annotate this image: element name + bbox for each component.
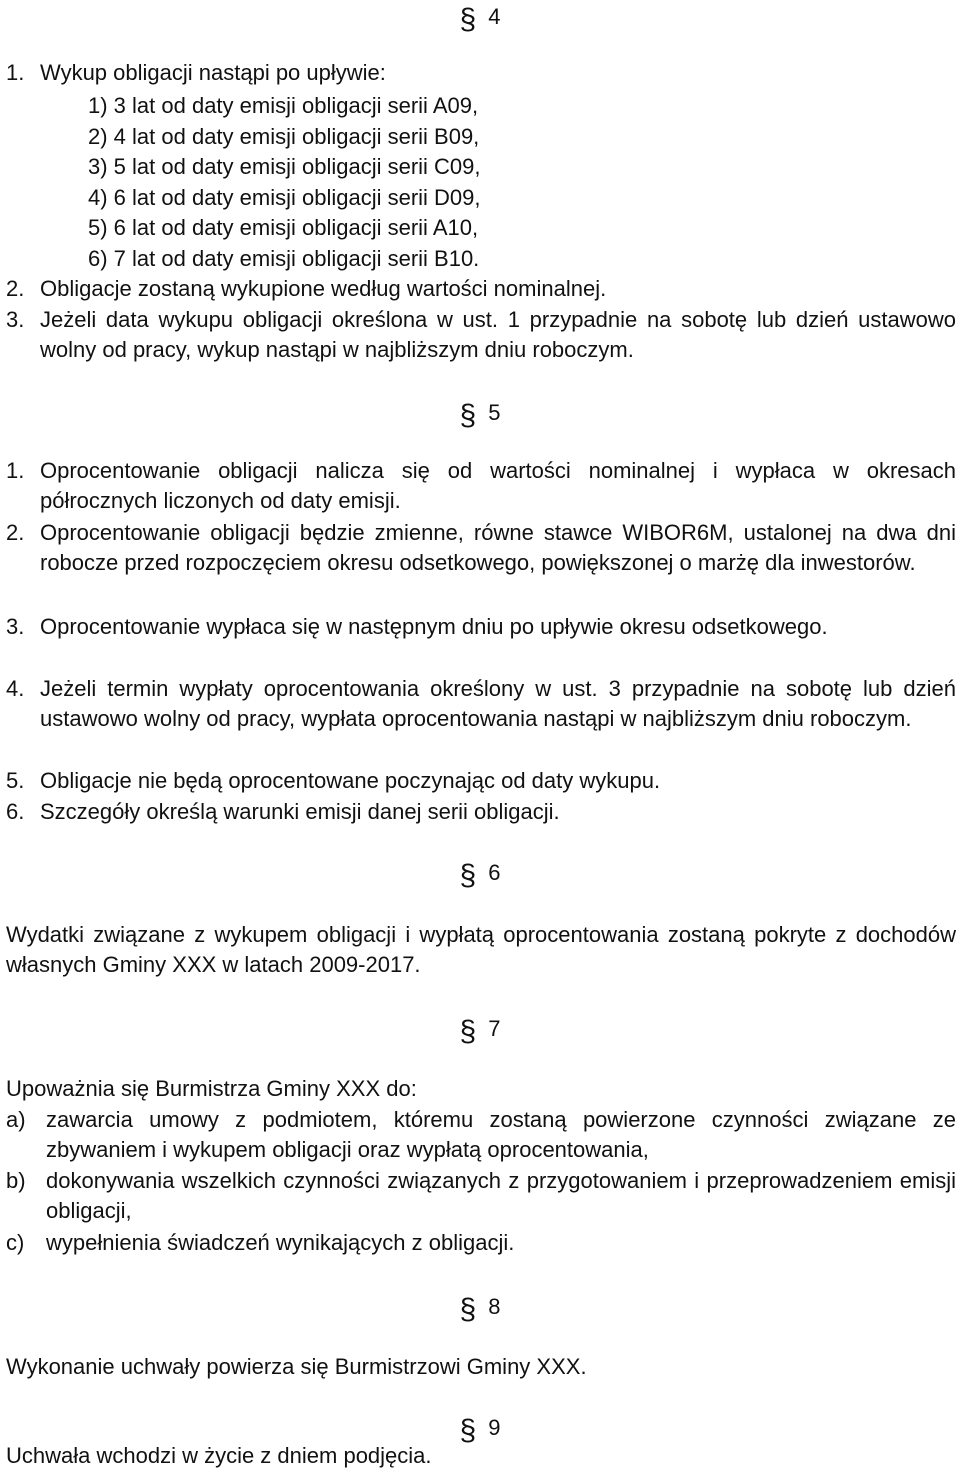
section-5-heading: § 5	[459, 399, 501, 432]
list-item	[6, 456, 956, 516]
item-letter: a)	[6, 1107, 26, 1132]
item-text: Jeżeli termin wypłaty oprocentowania określony w ust. 3 przypadnie na sobotę lub dzień ustawowo wolny od pracy, wypłata oprocentowania nastąpi w najbliższym dniu roboczym.	[40, 676, 956, 731]
section-8-heading: § 8	[459, 1293, 501, 1326]
list-item: 1) 3 lat od daty emisji obligacji serii A09,	[88, 93, 479, 118]
item-text: zawarcia umowy z podmiotem, któremu zostaną powierzone czynności związane ze zbywaniem i wykupem obligacji oraz wypłatą oprocentowania,	[46, 1107, 956, 1162]
item-number: 2.	[6, 520, 25, 545]
list-item	[6, 1228, 956, 1258]
list-item	[6, 58, 956, 88]
item-text: Obligacje zostaną wykupione według wartości nominalnej.	[40, 276, 607, 301]
list-item	[6, 305, 956, 365]
list-item	[6, 274, 956, 304]
section-7-intro: Upoważnia się Burmistrza Gminy XXX do:	[6, 1076, 417, 1101]
item-letter: c)	[6, 1230, 25, 1255]
list-item	[6, 674, 956, 734]
section-8-text: Wykonanie uchwały powierza się Burmistrzowi Gminy XXX.	[6, 1354, 587, 1379]
item-text: Oprocentowanie obligacji nalicza się od wartości nominalnej i wypłaca w okresach półrocznych liczonych od daty emisji.	[40, 458, 956, 513]
item-number: 3.	[6, 307, 25, 332]
list-item: 2) 4 lat od daty emisji obligacji serii B09,	[88, 123, 480, 149]
list-item: 5) 6 lat od daty emisji obligacji serii A10,	[88, 215, 479, 240]
item-text: Obligacje nie będą oprocentowane poczynając od daty wykupu.	[40, 768, 661, 793]
item-text: Oprocentowanie wypłaca się w następnym dniu po upływie okresu odsetkowego.	[40, 614, 828, 639]
item-number: 5.	[6, 768, 25, 793]
section-6-heading: § 6	[459, 859, 501, 892]
section-7-heading: § 7	[459, 1015, 501, 1048]
section-6-text: Wydatki związane z wykupem obligacji i wypłatą oprocentowania zostaną pokryte z dochodów własnych Gminy XXX w latach 2009-2017.	[6, 922, 956, 977]
item-text: Wykup obligacji nastąpi po upływie:	[40, 60, 386, 85]
item-number: 6.	[6, 799, 25, 824]
list-item: 6) 7 lat od daty emisji obligacji serii B10.	[88, 245, 480, 271]
list-item: 4) 6 lat od daty emisji obligacji serii D09,	[88, 184, 481, 210]
item-text: wypełnienia świadczeń wynikających z obligacji.	[46, 1230, 515, 1255]
list-item	[6, 797, 956, 827]
list-item	[6, 1166, 956, 1226]
item-number: 4.	[6, 676, 25, 701]
redemption-periods-list	[88, 91, 956, 274]
list-item: 3) 5 lat od daty emisji obligacji serii C09,	[88, 154, 481, 179]
item-text: dokonywania wszelkich czynności związanych z przygotowaniem i przeprowadzeniem emisji obligacji,	[46, 1168, 956, 1223]
section-4-heading: § 4	[459, 3, 501, 36]
item-number: 3.	[6, 614, 25, 639]
list-item	[6, 612, 956, 642]
list-item	[6, 518, 956, 578]
item-number: 2.	[6, 276, 25, 301]
item-text: Oprocentowanie obligacji będzie zmienne, równe stawce WIBOR6M, ustalonej na dwa dni robocze przed rozpoczęciem okresu odsetkowego, powiększonej o marżę dla inwestorów.	[40, 520, 956, 575]
list-item	[6, 766, 956, 796]
section-9-heading: § 9	[459, 1414, 501, 1447]
list-item	[6, 1105, 956, 1165]
item-letter: b)	[6, 1168, 26, 1193]
item-text: Szczegóły określą warunki emisji danej serii obligacji.	[40, 799, 560, 824]
item-number: 1.	[6, 60, 25, 85]
item-number: 1.	[6, 458, 25, 483]
item-text: Jeżeli data wykupu obligacji określona w ust. 1 przypadnie na sobotę lub dzień ustawowo wolny od pracy, wykup nastąpi w najbliższym dniu roboczym.	[40, 307, 956, 362]
section-9-text: Uchwała wchodzi w życie z dniem podjęcia.	[6, 1443, 432, 1468]
